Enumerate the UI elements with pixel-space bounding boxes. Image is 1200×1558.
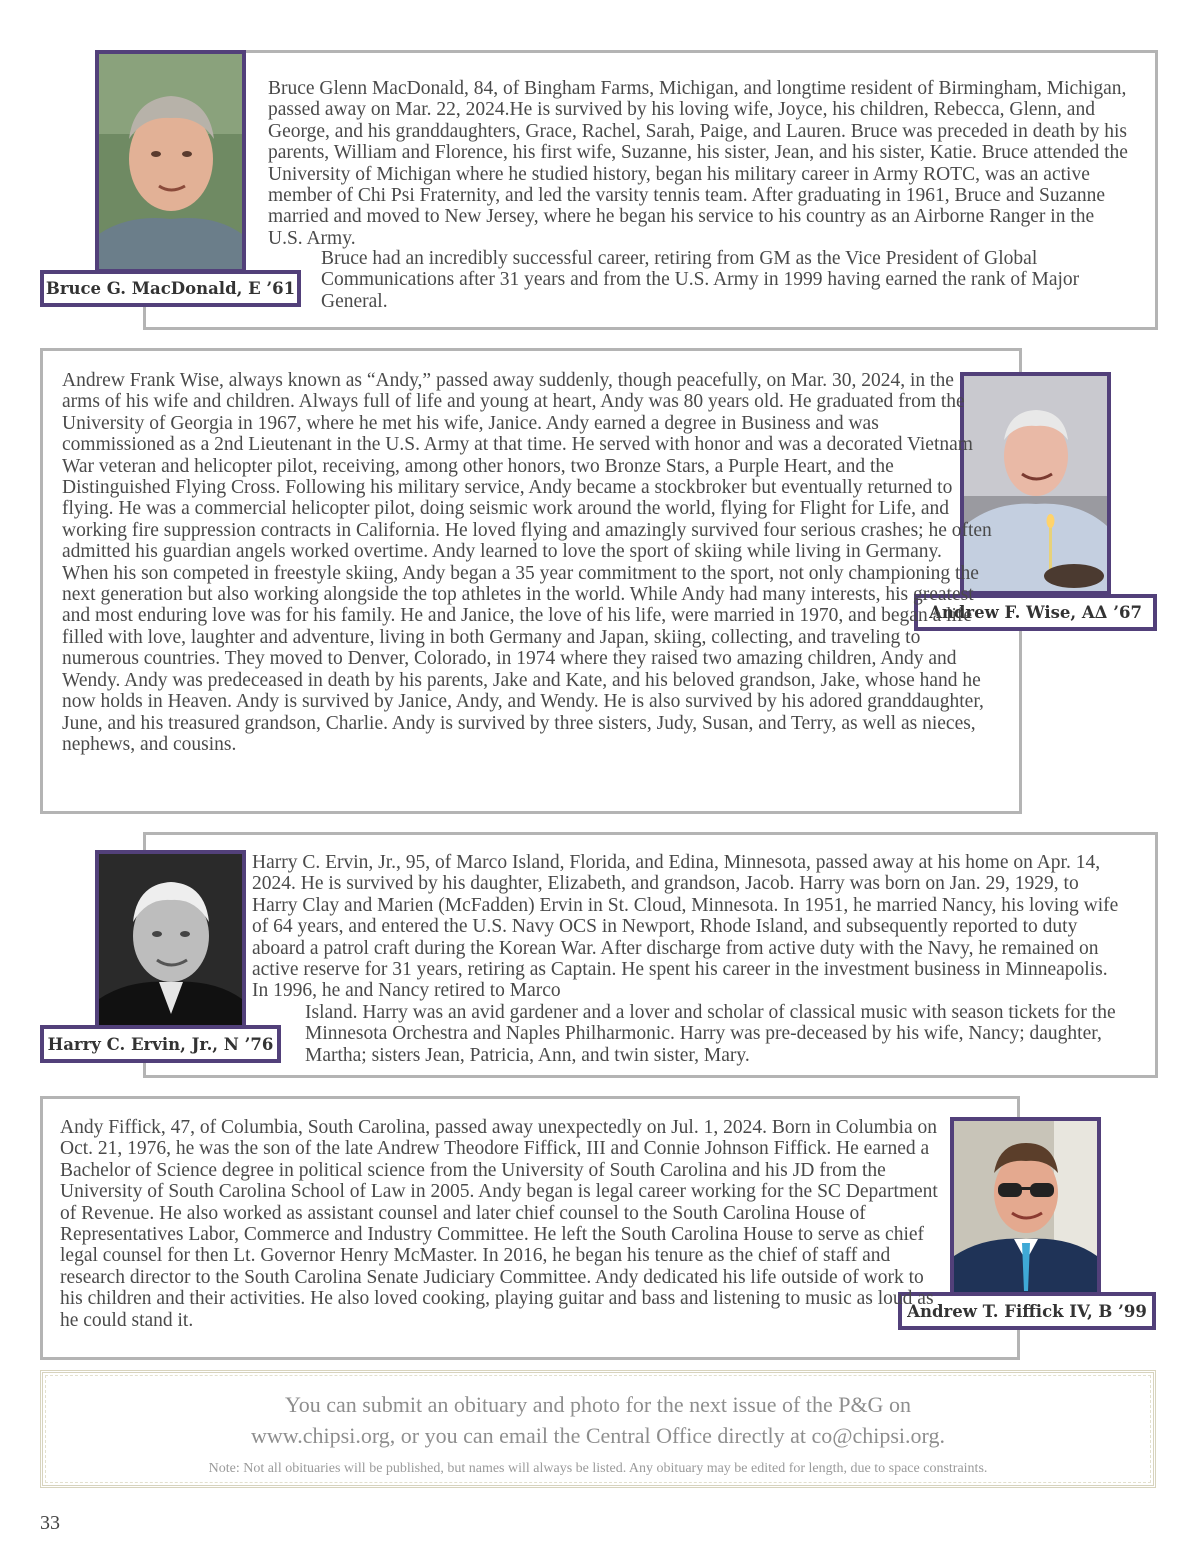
submission-line-2: www.chipsi.org, or you can email the Central Office directly at co@chipsi.org.: [251, 1423, 945, 1448]
submission-line-1: You can submit an obituary and photo for the next issue of the P&G on: [285, 1392, 911, 1417]
portrait-photo-ervin: [95, 850, 246, 1031]
name-label-fiffick: Andrew T. Fiffick IV, B ’99: [898, 1292, 1156, 1330]
obituary-text-macdonald: Bruce Glenn MacDonald, 84, of Bingham Farms, Michigan, and longtime resident of Birmingham, Michigan, passed away on Mar. 22, 2024.He is survived by his loving wife, Joyce, his children, Rebecca, Glenn, and George, and his granddaughters, Grace, Rachel, Sarah, Paige, and Lauren. Bruce was preceded in death by his parents, William and Florence, his first wife, Suzanne, his sister, Jean, and his sister, Katie. Bruce attended the University of Michigan where he studied history, began his military career in Army ROTC, was an active member of Chi Psi Fraternity, and led the varsity tennis team. After graduating in 1961, Bruce and Suzanne married and moved to New Jersey, where he began his service to his country as an Airborne Ranger in the U.S. Army.: [268, 78, 1128, 249]
submission-note: Note: Not all obituaries will be published, but names will always be listed. Any obituary may be edited for length, due to space constraints.: [208, 1461, 988, 1476]
submission-info-box: [40, 1370, 1156, 1488]
obituary-text-ervin-continued: Island. Harry was an avid gardener and a lover and scholar of classical music with season tickets for the Minnesota Orchestra and Naples Philharmonic. Harry was pre-deceased by his wife, Nancy; daughter, Martha; sisters Jean, Patricia, Ann, and twin sister, Mary.: [305, 1002, 1116, 1066]
name-label-macdonald: Bruce G. MacDonald, E ’61: [40, 270, 301, 307]
obituary-text-wise: Andrew Frank Wise, always known as “Andy,” passed away suddenly, though peacefully, on Mar. 30, 2024, in the arms of his wife and children. Always full of life and young at heart, Andy was 80 years old. He graduated from the University of Georgia in 1967, where he met his wife, Janice. Andy earned a degree in Business and was commissioned as a 2nd Lieutenant in the U.S. Army at that time. He served with honor and was a decorated Vietnam War veteran and helicopter pilot, receiving, among other honors, two Bronze Stars, a Purple Heart, and the Distinguished Flying Cross. Following his military service, Andy became a stockbroker but eventually returned to flying. He was a commercial helicopter pilot, doing seismic work around the world, flying for Flight for Life, and working fire suppression contracts in California. He loved flying and amazingly survived four serious crashes; he often admitted his guardian angels worked overtime. Andy learned to love the sport of skiing while living in Germany. When his son competed in freestyle skiing, Andy began a 35 year commitment to the sport, not only championing the next generation but also working alongside the top athletes in the world. While Andy had many interests, his greatest and most enduring love was for his family. He and Janice, the love of his life, were married in 1970, and began a life filled with love, laughter and adventure, living in both Germany and Japan, skiing, collecting, and traveling to numerous countries. They moved to Denver, Colorado, in 1974 where they raised two amazing children, Andy and Wendy. Andy was predeceased in death by his parents, Jake and Kate, and his beloved grandson, Jake, whose hand he now holds in Heaven. Andy is survived by Janice, Andy, and Wendy. He is also survived by his adored granddaughter, June, and his treasured grandson, Charlie. Andy is survived by three sisters, Judy, Susan, and Terry, as well as nieces, nephews, and cousins.: [62, 370, 992, 755]
portrait-photo-fiffick: [950, 1117, 1101, 1300]
obituary-text-fiffick: Andy Fiffick, 47, of Columbia, South Carolina, passed away unexpectedly on Jul. 1, 2024. Born in Columbia on Oct. 21, 1976, he was the son of the late Andrew Theodore Fiffick, III and Connie Johnson Fiffick. He earned a Bachelor of Science degree in political science from the University of South Carolina and his JD from the University of South Carolina School of Law in 2005. Andy began is legal career working for the SC Department of Revenue. He also worked as assistant counsel and later chief counsel to the South Carolina House of Representatives Labor, Commerce and Industry Committee. He left the South Carolina House to serve as chief legal counsel for then Lt. Governor Henry McMaster. In 2016, he began his tenure as the chief of staff and research director to the South Carolina Senate Judiciary Committee. Andy dedicated his life outside of work to his children and their activities. He also loved cooking, playing guitar and bass and listening to music as loud as he could stand it.: [60, 1117, 938, 1331]
obituary-text-macdonald-continued: Bruce had an incredibly successful career, retiring from GM as the Vice President of Global Communications after 31 years and from the U.S. Army in 1999 having earned the rank of Major General.: [321, 248, 1080, 312]
page-number: 33: [40, 1512, 60, 1534]
name-label-wise: Andrew F. Wise, AΔ ’67: [914, 594, 1157, 631]
portrait-photo-macdonald: [95, 50, 246, 273]
obituary-text-ervin: Harry C. Ervin, Jr., 95, of Marco Island, Florida, and Edina, Minnesota, passed away at his home on Apr. 14, 2024. He is survived by his daughter, Elizabeth, and grandson, Jacob. Harry was born on Jan. 29, 1929, to Harry Clay and Marien (McFadden) Ervin in St. Cloud, Minnesota. In 1951, he married Nancy, his loving wife of 64 years, and entered the U.S. Navy OCS in Newport, Rhode Island, and subsequently reported to duty aboard a patrol craft during the Korean War. After discharge from active duty with the Navy, he remained on active reserve for 31 years, retiring as Captain. He spent his career in the investment business in Minneapolis. In 1996, he and Nancy retired to Marco: [252, 852, 1119, 1002]
name-label-ervin: Harry C. Ervin, Jr., N ’76: [40, 1025, 281, 1063]
